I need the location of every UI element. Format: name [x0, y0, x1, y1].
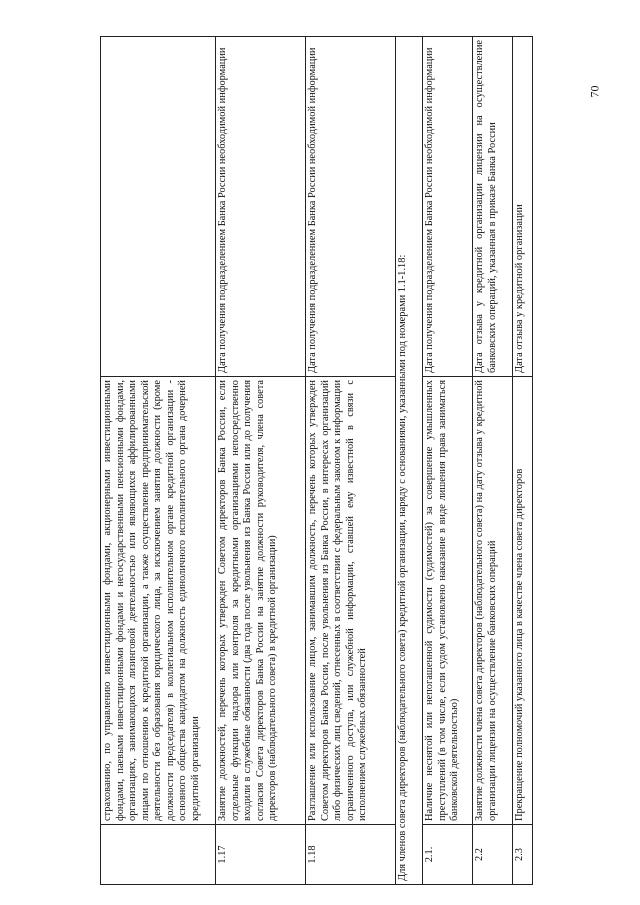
row-date-text: Дата получения подразделением Банка России необходимой информации: [306, 37, 396, 377]
table-row: [101, 37, 216, 885]
table-row: [513, 37, 533, 885]
row-ground-text: Прекращение полномочий указанного лица в качестве члена совета директоров: [513, 377, 533, 825]
table-row: [473, 37, 513, 885]
row-ground-text: Наличие неснятой или непогашенной судимости (судимостей) за совершение умышленных преступлений (в том числе, если судом установлено наказание в виде лишения права заниматься банковской деятельностью): [423, 377, 473, 825]
row-number: 2.3: [513, 825, 533, 885]
section-row: [396, 37, 423, 885]
grounds-table: [100, 36, 533, 885]
row-date-text: Дата получения подразделением Банка России необходимой информации: [216, 37, 306, 377]
row-date-text: Дата отзыва у кредитной организации: [513, 37, 533, 377]
row-date-text: Дата получения подразделением Банка России необходимой информации: [423, 37, 473, 377]
table-row: [423, 37, 473, 885]
table-row: [306, 37, 396, 885]
row-number: [101, 825, 216, 885]
row-ground-text: Разглашение или использование лицом, занимавшим должность, перечень которых утвержден Советом директоров Банка России, после увольнения из Банка России, в интересах организаций либо физических лиц сведений, отнесенных в соответствии с федеральным законом к информации ограниченного доступа, или служебной информации, ставшей ему известной в связи с исполнением служебных обязанностей: [306, 377, 396, 825]
row-date-text: Дата отзыва у кредитной организации лицензии на осуществление банковских операций, указанная в приказе Банка России: [473, 37, 513, 377]
row-number: 1.18: [306, 825, 396, 885]
page-number: 70: [587, 85, 602, 98]
row-date-text: [101, 37, 216, 377]
table-row: [216, 37, 306, 885]
row-number: 2.2: [473, 825, 513, 885]
row-number: 1.17: [216, 825, 306, 885]
rotated-table-area: [100, 37, 568, 885]
section-note: Для членов совета директоров (наблюдательного совета) кредитной организации, наряду с основаниями, указанными под номерами 1.1-1.18:: [396, 37, 423, 885]
row-ground-text: страхованию, по управлению инвестиционными фондами, акционерными инвестиционными фондами, паевыми инвестиционными фондами и негосударственными пенсионными фондами, организациях, занимающихся лизинговой деятельностью или являющихся аффилированными лицами по отношению к кредитной организации, а также осуществление предпринимательской деятельности без образования юридического лица, за исключением занятия должности (кроме должности председателя) в коллегиальном исполнительном органе кредитной организации - основного общества кандидатом на должность единоличного исполнительного органа дочерней кредитной организации: [101, 377, 216, 825]
row-ground-text: Занятие должностей, перечень которых утвержден Советом директоров Банка России, если отдельные функции надзора или контроля за кредитными организациями непосредственно входили в служебные обязанности (два года после увольнения из Банка России или до получения согласия Совета директоров Банка России на занятие должности руководителя, члена совета директоров (наблюдательного совета) в кредитной организации): [216, 377, 306, 825]
row-number: 2.1.: [423, 825, 473, 885]
row-ground-text: Занятие должности члена совета директоров (наблюдательного совета) на дату отзыва у кредитной организации лицензии на осуществление банковских операций: [473, 377, 513, 825]
